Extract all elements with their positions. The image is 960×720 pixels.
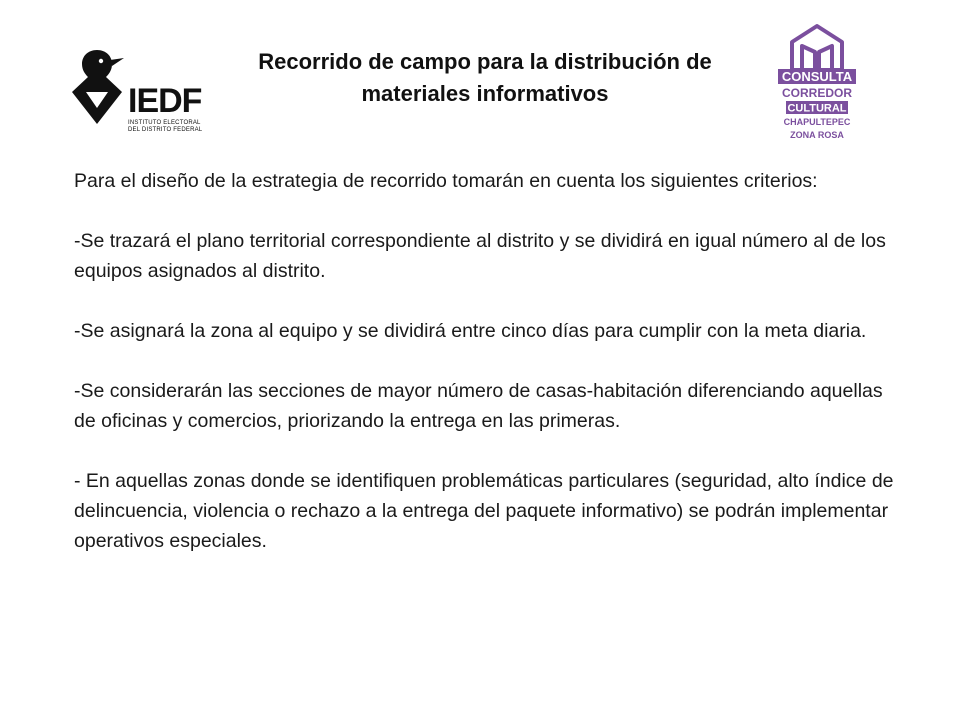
consulta-line1: CONSULTA [781,69,853,84]
criteria-item: -Se asignará la zona al equipo y se dividirá entre cinco días para cumplir con la meta diaria. [74,320,867,342]
iedf-logo [66,46,201,134]
consulta-line2: CORREDOR [781,86,853,100]
iedf-bird-icon [66,46,128,126]
intro-paragraph: Para el diseño de la estrategia de recorrido tomarán en cuenta los siguientes criterios: [74,170,818,192]
title-line-1: Recorrido de campo para la distribución de [258,49,712,74]
consulta-line4: CHAPULTEPEC [783,117,851,127]
slide-content [74,166,894,556]
page-title [225,46,745,110]
criteria-item: -Se considerarán las secciones de mayor número de casas-habitación diferenciando aquellas de oficinas y comercios, priorizando la entrega en las primeras. [74,380,883,432]
title-line-2: materiales informativos [361,81,609,106]
criteria-item: -Se trazará el plano territorial correspondiente al distrito y se dividirá en igual número al de los equipos asignados al distrito. [74,230,886,282]
house-book-icon [792,26,842,70]
consulta-logo [770,20,864,144]
criteria-item: - En aquellas zonas donde se identifiquen problemáticas particulares (seguridad, alto índice de delincuencia, violencia o rechazo a la entrega del paquete informativo) se podrán implementar operativos especiales. [74,470,894,552]
consulta-line5: ZONA ROSA [790,130,844,140]
consulta-line3: CULTURAL [787,102,847,115]
iedf-wordmark: IEDF [128,82,202,120]
iedf-subtitle-line1: INSTITUTO ELECTORAL [128,120,201,126]
iedf-subtitle-line2: DEL DISTRITO FEDERAL [128,127,203,133]
